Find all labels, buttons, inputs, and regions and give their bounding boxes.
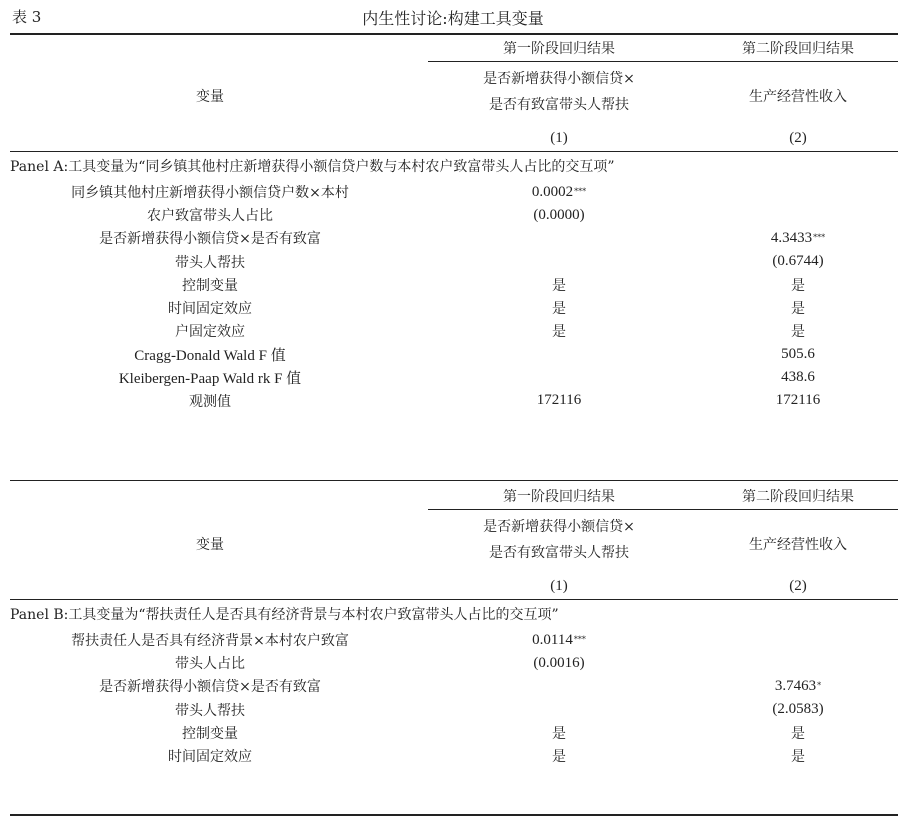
value-text: 是 <box>791 725 805 742</box>
stage2-value <box>698 699 898 721</box>
variable-header: 变量 <box>196 537 224 553</box>
value-text: 是 <box>552 324 566 341</box>
stage2-value <box>698 297 898 319</box>
stage2-value <box>698 675 898 697</box>
col1-header-line1: 是否新增获得小额信贷× <box>483 519 635 535</box>
stage2-value <box>698 629 898 651</box>
col2-number: (2) <box>789 577 807 594</box>
row-label: 是否新增获得小额信贷×是否有致富 <box>99 679 321 696</box>
value-text: (2.0583) <box>772 701 824 718</box>
stage2-header: 第二阶段回归结果 <box>742 489 854 505</box>
col2-number: (2) <box>789 129 807 146</box>
col2-header: 生产经营性收入 <box>749 537 847 553</box>
stage2-value <box>698 652 898 674</box>
col2-header: 生产经营性收入 <box>749 89 847 105</box>
stage1-value <box>428 675 690 697</box>
value-text: 505.6 <box>781 345 815 362</box>
panel-b-title: Panel B:工具变量为“帮扶责任人是否具有经济背景与本村农户致富带头人占比的交互项” <box>10 607 559 623</box>
stage1-value <box>428 181 690 203</box>
stage1-value <box>428 227 690 249</box>
stage2-value <box>698 251 898 273</box>
row-label: 控制变量 <box>182 725 238 742</box>
significance-stars: *** <box>813 232 826 242</box>
stage-rule <box>428 61 898 62</box>
value-text: 4.3433 <box>770 229 813 246</box>
row-label: 带头人帮扶 <box>175 702 245 719</box>
value-text: 是 <box>791 301 805 317</box>
top-rule <box>10 33 898 35</box>
stage1-value <box>428 274 690 296</box>
value-text: (0.6744) <box>772 253 824 270</box>
stage1-value <box>428 629 690 651</box>
col1-header-line2: 是否有致富带头人帮扶 <box>489 545 629 561</box>
significance-stars: *** <box>574 186 587 196</box>
bottom-rule <box>10 814 898 816</box>
stage2-header: 第二阶段回归结果 <box>742 41 854 57</box>
row-label: 时间固定效应 <box>168 749 252 765</box>
row-label: 控制变量 <box>182 277 238 294</box>
value-text: 3.7463 <box>774 677 817 694</box>
value-text: (0.0016) <box>533 654 585 671</box>
value-text: 172116 <box>775 392 821 409</box>
value-text: 是 <box>791 324 805 341</box>
stage2-value <box>698 343 898 365</box>
stage1-value <box>428 390 690 412</box>
value-text: 438.6 <box>781 369 815 386</box>
value-text: 是 <box>791 749 805 765</box>
stage2-value <box>698 745 898 767</box>
stage2-value <box>698 181 898 203</box>
panel-separator-rule <box>10 480 898 481</box>
stage1-value <box>428 652 690 674</box>
table-title: 内生性讨论:构建工具变量 <box>362 9 544 28</box>
stage1-value <box>428 204 690 226</box>
value-text: 是 <box>552 749 566 765</box>
stage1-value <box>428 343 690 365</box>
stage1-header: 第一阶段回归结果 <box>503 41 615 57</box>
value-text: 是 <box>552 725 566 742</box>
value-text: 0.0002 <box>531 183 574 200</box>
value-text: 0.0114 <box>532 631 573 648</box>
stage2-value <box>698 204 898 226</box>
row-label: 帮扶责任人是否具有经济背景×本村农户致富 <box>71 633 349 649</box>
stage1-value <box>428 722 690 744</box>
value-text: 是 <box>552 277 566 294</box>
row-label: 农户致富带头人占比 <box>147 208 273 225</box>
row-label: 时间固定效应 <box>168 301 252 317</box>
stage-rule <box>428 509 898 510</box>
row-label: 户固定效应 <box>175 324 245 341</box>
table-label: 表 3 <box>12 8 42 26</box>
row-label: 同乡镇其他村庄新增获得小额信贷户数×本村 <box>71 185 349 201</box>
header-bottom-rule <box>10 599 898 600</box>
value-text: 172116 <box>536 392 582 409</box>
significance-stars: *** <box>573 634 586 644</box>
stage1-value <box>428 367 690 389</box>
stage1-value <box>428 297 690 319</box>
col1-header-line2: 是否有致富带头人帮扶 <box>489 97 629 113</box>
stage1-value <box>428 251 690 273</box>
stage2-value <box>698 390 898 412</box>
stage1-header: 第一阶段回归结果 <box>503 489 615 505</box>
col1-header-line1: 是否新增获得小额信贷× <box>483 71 635 87</box>
stage2-value <box>698 227 898 249</box>
value-text: (0.0000) <box>533 206 585 223</box>
row-label: 带头人占比 <box>175 656 245 673</box>
row-label: 是否新增获得小额信贷×是否有致富 <box>99 231 321 248</box>
row-label: Kleibergen-Paap Wald rk F 值 <box>118 371 302 388</box>
stage1-value <box>428 745 690 767</box>
header-bottom-rule <box>10 151 898 152</box>
value-text: 是 <box>791 277 805 294</box>
stage2-value <box>698 274 898 296</box>
significance-stars: * <box>817 680 822 690</box>
stage1-value <box>428 699 690 721</box>
col1-number: (1) <box>550 129 568 146</box>
panel-a-title: Panel A:工具变量为“同乡镇其他村庄新增获得小额信贷户数与本村农户致富带头人占比的交互项” <box>10 159 615 175</box>
row-label: Cragg-Donald Wald F 值 <box>134 347 286 364</box>
value-text: 是 <box>552 301 566 317</box>
row-label: 观测值 <box>189 393 231 410</box>
stage2-value <box>698 367 898 389</box>
row-label: 带头人帮扶 <box>175 254 245 271</box>
variable-header: 变量 <box>196 89 224 105</box>
stage1-value <box>428 320 690 342</box>
col1-number: (1) <box>550 577 568 594</box>
stage2-value <box>698 722 898 744</box>
stage2-value <box>698 320 898 342</box>
